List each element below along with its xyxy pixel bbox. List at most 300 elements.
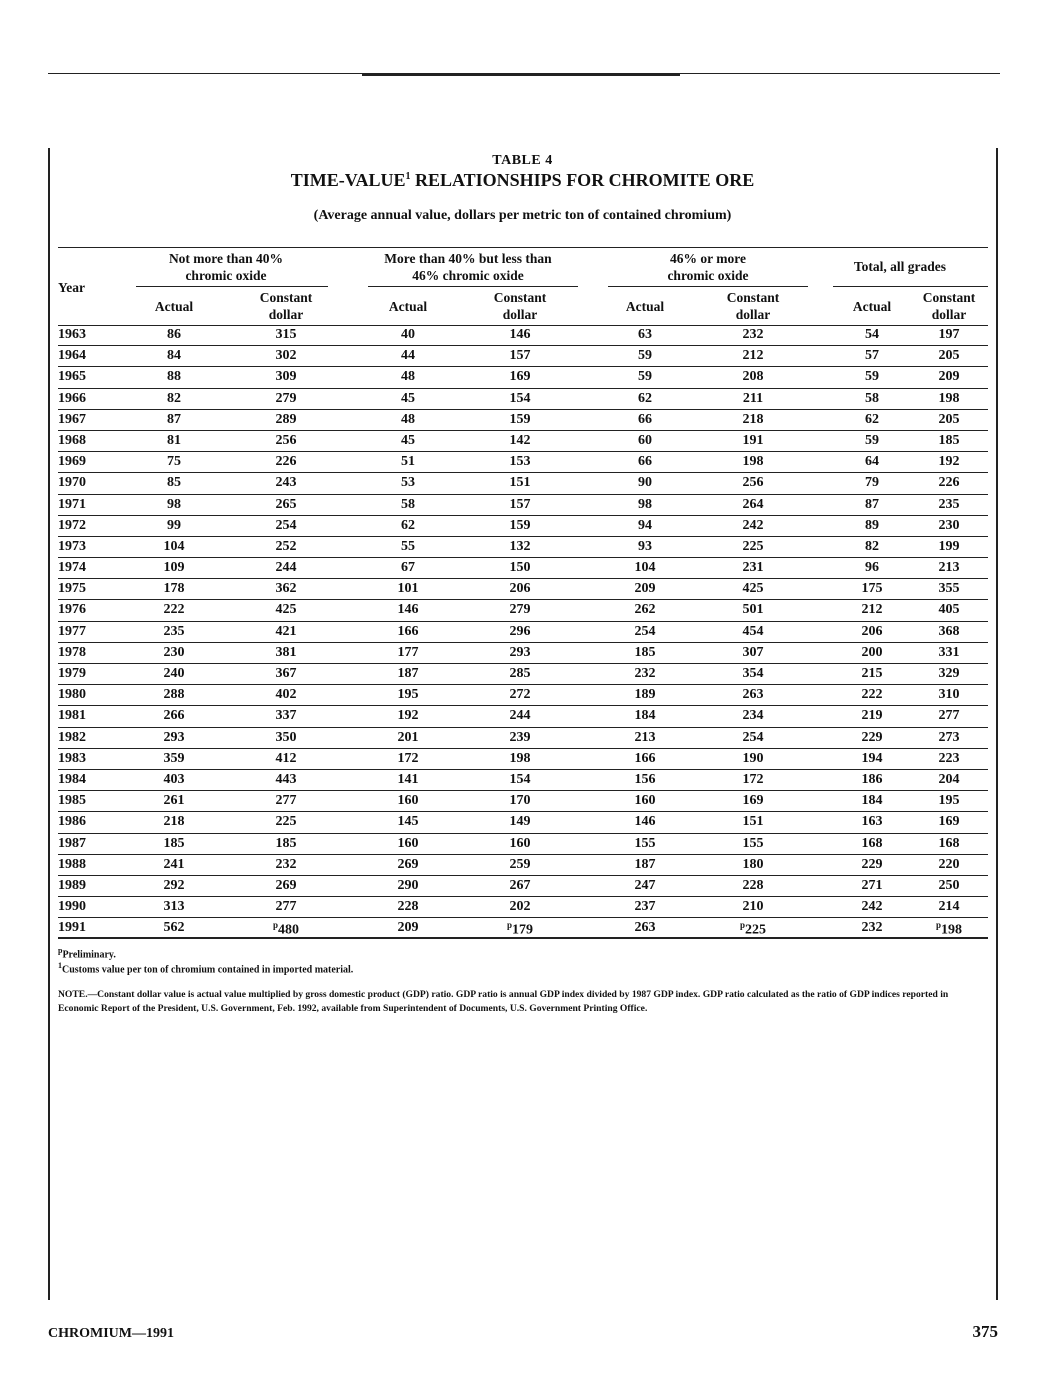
value-cell: 153	[509, 454, 531, 470]
value-cell: 310	[938, 687, 960, 703]
year-cell: 1969	[58, 454, 86, 470]
value-cell: 151	[742, 814, 764, 830]
value-cell: 232	[275, 856, 297, 872]
value-cell: 146	[634, 814, 656, 830]
value-cell: 89	[865, 517, 879, 533]
value-cell: 240	[163, 666, 185, 681]
col-header-actual-3: Actual	[625, 299, 665, 314]
col-header-constant-2-line2: dollar	[502, 307, 538, 322]
col-header-constant-3	[713, 289, 793, 323]
value-cell: 212	[861, 602, 883, 618]
value-cell: 186	[861, 771, 883, 787]
group-header-1-line2: chromic oxide	[185, 268, 267, 283]
year-cell: 1968	[58, 432, 86, 448]
value-cell: 263	[634, 920, 656, 936]
table-row	[58, 897, 988, 918]
value-cell: 289	[275, 411, 297, 427]
value-cell: 254	[275, 517, 297, 533]
footnote-customs	[58, 961, 353, 975]
table-title	[0, 170, 1045, 191]
table-row	[58, 812, 988, 833]
value-cell: 195	[938, 793, 960, 809]
value-cell: 197	[938, 327, 960, 342]
group-header-3-line2: chromic oxide	[667, 268, 749, 283]
table-header	[58, 247, 988, 326]
value-cell: 63	[638, 327, 652, 342]
value-cell: 82	[865, 538, 879, 554]
top-rule-accent	[362, 73, 680, 76]
value-cell: 62	[638, 390, 652, 406]
value-cell: 85	[167, 475, 181, 491]
value-cell: 202	[509, 899, 531, 915]
table-row	[58, 431, 988, 452]
value-cell: 215	[861, 666, 883, 681]
value-cell: 264	[742, 496, 764, 512]
year-cell: 1965	[58, 369, 86, 385]
table-row	[58, 600, 988, 621]
table-row	[58, 389, 988, 410]
table-row	[58, 664, 988, 685]
value-cell: 206	[861, 623, 883, 639]
value-cell: 212	[742, 348, 764, 364]
table-row	[58, 728, 988, 749]
group-header-1	[146, 250, 306, 284]
value-cell: 265	[275, 496, 297, 512]
value-cell: 231	[742, 560, 764, 576]
value-cell: 402	[275, 687, 297, 703]
value-cell: 190	[742, 750, 764, 766]
value-cell: 242	[861, 899, 883, 915]
value-cell: 191	[742, 432, 764, 448]
value-cell: 443	[275, 771, 297, 787]
value-cell: 59	[865, 369, 879, 385]
value-cell: 337	[275, 708, 297, 724]
group-header-4: Total, all grades	[853, 259, 947, 274]
value-cell: 55	[401, 538, 415, 554]
footnote-preliminary-text: Preliminary.	[62, 949, 116, 961]
table-row	[58, 643, 988, 664]
table-row	[58, 622, 988, 643]
year-cell: 1989	[58, 877, 86, 893]
value-cell: 45	[401, 432, 415, 448]
value-cell: 200	[861, 644, 883, 660]
table-row	[58, 537, 988, 558]
value-cell: 178	[163, 581, 185, 597]
table-row	[58, 325, 988, 346]
col-header-constant-3-line2: dollar	[735, 307, 771, 322]
value-cell: 159	[509, 411, 531, 427]
value-cell: 355	[938, 581, 960, 597]
value-cell: 412	[275, 750, 297, 766]
value-cell: 266	[163, 708, 185, 724]
value-cell: 141	[397, 771, 419, 787]
value-cell: 222	[163, 602, 185, 618]
value-cell: 104	[163, 538, 185, 554]
value-cell: 166	[397, 623, 419, 639]
group-3-underline	[608, 286, 808, 287]
value-cell: 244	[275, 560, 297, 576]
value-cell: 209	[634, 581, 656, 597]
value-cell: 67	[401, 560, 415, 576]
value-text: 225	[745, 922, 766, 938]
value-text: 480	[278, 922, 299, 938]
year-cell: 1978	[58, 644, 86, 660]
value-cell: 64	[865, 454, 879, 470]
value-cell: 198	[509, 750, 531, 766]
value-cell: 98	[638, 496, 652, 512]
value-cell: 53	[401, 475, 415, 491]
table-row	[58, 473, 988, 494]
value-cell: 232	[861, 920, 883, 936]
value-cell: 315	[275, 327, 297, 342]
value-cell: 252	[275, 538, 297, 554]
col-header-actual-1: Actual	[154, 299, 194, 314]
value-cell: 562	[163, 920, 185, 936]
preliminary-mark: p	[739, 920, 745, 931]
value-cell: 425	[742, 581, 764, 597]
table-row	[58, 516, 988, 537]
value-cell: 230	[163, 644, 185, 660]
value-cell: 302	[275, 348, 297, 364]
year-cell: 1990	[58, 899, 86, 915]
value-cell: 220	[938, 856, 960, 872]
group-header-2-line2: 46% chromic oxide	[412, 268, 524, 283]
value-cell: 307	[742, 644, 764, 660]
value-cell: 204	[938, 771, 960, 787]
value-cell: 195	[397, 687, 419, 703]
value-cell: 223	[938, 750, 960, 766]
footnote-preliminary-mark: p	[58, 946, 63, 955]
footnote-customs-text: Customs value per ton of chromium contained in imported material.	[62, 964, 354, 976]
value-cell: 222	[861, 687, 883, 703]
value-cell: 226	[275, 454, 297, 470]
value-cell: 66	[638, 411, 652, 427]
page-number: 375	[972, 1322, 998, 1341]
value-cell: 51	[401, 454, 415, 470]
year-cell: 1982	[58, 729, 86, 745]
value-cell: 285	[509, 666, 531, 681]
value-cell: 288	[163, 687, 185, 703]
group-header-2	[368, 250, 568, 284]
preliminary-mark: p	[935, 920, 941, 931]
value-cell: 149	[509, 814, 531, 830]
value-cell: 169	[509, 369, 531, 385]
value-cell: 160	[397, 793, 419, 809]
value-cell: 230	[938, 517, 960, 533]
value-cell	[919, 920, 979, 939]
value-cell: 159	[509, 517, 531, 533]
value-cell: 151	[509, 475, 531, 491]
value-cell: 146	[509, 327, 531, 342]
preliminary-mark: p	[272, 920, 278, 931]
value-cell: 155	[742, 835, 764, 851]
value-cell: 185	[163, 835, 185, 851]
value-cell: 219	[861, 708, 883, 724]
value-cell: 189	[634, 687, 656, 703]
value-cell: 205	[938, 411, 960, 427]
col-header-constant-1-line1: Constant	[259, 290, 313, 305]
value-text: 198	[941, 922, 962, 938]
value-cell: 234	[742, 708, 764, 724]
value-cell: 169	[742, 793, 764, 809]
col-header-constant-4-line2: dollar	[931, 307, 967, 322]
year-cell: 1987	[58, 835, 86, 851]
value-cell: 198	[938, 390, 960, 406]
year-cell: 1980	[58, 687, 86, 703]
value-cell: 263	[742, 687, 764, 703]
value-cell: 96	[865, 560, 879, 576]
year-cell: 1975	[58, 581, 86, 597]
value-cell: 205	[938, 348, 960, 364]
preliminary-mark: p	[506, 920, 512, 931]
table-subtitle: (Average annual value, dollars per metric ton of contained chromium)	[313, 208, 732, 223]
year-cell: 1977	[58, 623, 86, 639]
value-cell: 208	[742, 369, 764, 385]
footnote-customs-mark: 1	[58, 961, 62, 970]
value-cell: 86	[167, 327, 181, 342]
value-cell: 218	[742, 411, 764, 427]
year-cell: 1963	[58, 327, 86, 342]
value-cell: 198	[742, 454, 764, 470]
value-cell: 405	[938, 602, 960, 618]
value-cell: 160	[634, 793, 656, 809]
value-cell: 172	[742, 771, 764, 787]
value-cell: 235	[938, 496, 960, 512]
value-cell: 425	[275, 602, 297, 618]
value-cell: 180	[742, 856, 764, 872]
value-cell: 239	[509, 729, 531, 745]
table-row	[58, 452, 988, 473]
value-cell: 62	[401, 517, 415, 533]
value-cell: 228	[742, 877, 764, 893]
year-cell: 1988	[58, 856, 86, 872]
running-footer: CHROMIUM—1991	[48, 1326, 174, 1341]
value-cell: 98	[167, 496, 181, 512]
value-cell: 209	[938, 369, 960, 385]
value-cell: 156	[634, 771, 656, 787]
value-cell	[723, 920, 783, 939]
footnote-preliminary	[58, 946, 116, 960]
value-cell: 185	[275, 835, 297, 851]
value-cell	[490, 920, 550, 939]
value-cell: 160	[397, 835, 419, 851]
left-margin-rule	[48, 148, 50, 1300]
value-cell: 329	[938, 666, 960, 681]
value-cell: 48	[401, 369, 415, 385]
value-cell: 192	[397, 708, 419, 724]
value-cell: 211	[742, 390, 764, 406]
right-margin-rule	[996, 148, 998, 1300]
value-cell: 206	[509, 581, 531, 597]
table-row	[58, 495, 988, 516]
value-cell: 185	[634, 644, 656, 660]
value-cell: 290	[397, 877, 419, 893]
value-cell: 225	[275, 814, 297, 830]
value-cell: 75	[167, 454, 181, 470]
value-cell: 57	[865, 348, 879, 364]
value-cell: 44	[401, 348, 415, 364]
value-cell: 170	[509, 793, 531, 809]
group-header-1-line1: Not more than 40%	[168, 251, 284, 266]
value-cell: 45	[401, 390, 415, 406]
table-row	[58, 770, 988, 791]
value-cell: 199	[938, 538, 960, 554]
value-cell: 277	[275, 899, 297, 915]
value-cell: 296	[509, 623, 531, 639]
value-cell: 155	[634, 835, 656, 851]
table-row	[58, 918, 988, 939]
value-cell: 279	[509, 602, 531, 618]
col-header-constant-3-line1: Constant	[726, 290, 780, 305]
value-cell: 277	[938, 708, 960, 724]
table-row	[58, 346, 988, 367]
year-cell: 1972	[58, 517, 86, 533]
col-header-constant-1-line2: dollar	[268, 307, 304, 322]
table-row	[58, 367, 988, 388]
value-cell: 94	[638, 517, 652, 533]
year-cell: 1971	[58, 496, 86, 512]
value-cell: 381	[275, 644, 297, 660]
table-title-rest: RELATIONSHIPS FOR CHROMITE ORE	[410, 170, 755, 190]
value-cell: 262	[634, 602, 656, 618]
year-cell: 1976	[58, 602, 86, 618]
value-cell: 235	[163, 623, 185, 639]
value-cell: 256	[742, 475, 764, 491]
value-cell: 187	[634, 856, 656, 872]
value-cell: 132	[509, 538, 531, 554]
value-cell: 160	[509, 835, 531, 851]
value-cell: 250	[938, 877, 960, 893]
year-header: Year	[58, 280, 85, 295]
value-cell: 79	[865, 475, 879, 491]
table-row	[58, 834, 988, 855]
value-cell: 109	[163, 560, 185, 576]
value-cell: 58	[865, 390, 879, 406]
value-cell: 273	[938, 729, 960, 745]
value-cell	[256, 920, 316, 939]
value-cell: 184	[861, 793, 883, 809]
value-cell: 331	[938, 644, 960, 660]
value-cell: 226	[938, 475, 960, 491]
value-cell: 210	[742, 899, 764, 915]
value-cell: 269	[397, 856, 419, 872]
value-cell: 145	[397, 814, 419, 830]
value-cell: 40	[401, 327, 415, 342]
table-row	[58, 791, 988, 812]
table-row	[58, 706, 988, 727]
value-cell: 359	[163, 750, 185, 766]
value-cell: 175	[861, 581, 883, 597]
year-cell: 1986	[58, 814, 86, 830]
col-header-actual-4: Actual	[852, 299, 892, 314]
table-title-footnote-mark: 1	[405, 171, 411, 182]
table-row	[58, 855, 988, 876]
value-cell: 267	[509, 877, 531, 893]
value-cell: 293	[509, 644, 531, 660]
value-cell: 87	[865, 496, 879, 512]
value-cell: 168	[861, 835, 883, 851]
value-cell: 142	[509, 432, 531, 448]
value-cell: 168	[938, 835, 960, 851]
group-header-3	[618, 250, 798, 284]
value-cell: 101	[397, 581, 419, 597]
year-cell: 1983	[58, 750, 86, 766]
value-cell: 169	[938, 814, 960, 830]
table-body	[58, 325, 988, 939]
value-cell: 184	[634, 708, 656, 724]
table-title-main: TIME-VALUE	[290, 170, 406, 190]
value-cell: 232	[742, 327, 764, 342]
value-cell: 247	[634, 877, 656, 893]
value-cell: 166	[634, 750, 656, 766]
value-cell: 254	[742, 729, 764, 745]
value-cell: 59	[638, 348, 652, 364]
value-cell: 157	[509, 496, 531, 512]
value-cell: 157	[509, 348, 531, 364]
value-cell: 54	[865, 327, 879, 342]
year-cell: 1981	[58, 708, 86, 724]
value-cell: 244	[509, 708, 531, 724]
value-cell: 59	[638, 369, 652, 385]
group-4-underline	[833, 286, 988, 287]
value-cell: 194	[861, 750, 883, 766]
value-cell: 150	[509, 560, 531, 576]
value-cell: 367	[275, 666, 297, 681]
value-cell: 154	[509, 771, 531, 787]
year-cell: 1985	[58, 793, 86, 809]
year-cell: 1973	[58, 538, 86, 554]
value-cell: 421	[275, 623, 297, 639]
value-cell: 229	[861, 856, 883, 872]
value-cell: 66	[638, 454, 652, 470]
value-cell: 309	[275, 369, 297, 385]
value-cell: 163	[861, 814, 883, 830]
table-row	[58, 410, 988, 431]
year-cell: 1979	[58, 666, 86, 681]
value-cell: 368	[938, 623, 960, 639]
year-cell: 1967	[58, 411, 86, 427]
value-cell: 154	[509, 390, 531, 406]
value-cell: 232	[634, 666, 656, 681]
value-cell: 243	[275, 475, 297, 491]
value-cell: 403	[163, 771, 185, 787]
group-1-underline	[136, 286, 328, 287]
table-row	[58, 558, 988, 579]
value-cell: 272	[509, 687, 531, 703]
value-cell: 213	[938, 560, 960, 576]
value-cell: 229	[861, 729, 883, 745]
value-cell: 454	[742, 623, 764, 639]
group-header-3-line1: 46% or more	[670, 251, 746, 266]
value-cell: 192	[938, 454, 960, 470]
year-cell: 1991	[58, 920, 86, 936]
value-cell: 237	[634, 899, 656, 915]
value-cell: 87	[167, 411, 181, 427]
value-cell: 254	[634, 623, 656, 639]
value-cell: 256	[275, 432, 297, 448]
table-row	[58, 579, 988, 600]
table-note: NOTE.—Constant dollar value is actual value multiplied by gross domestic product (GDP) ratio. GDP ratio is annual GDP index divided by 1987 GDP index. GDP ratio calculated as the ratio of GDP indices reported in Economic Report of the President, U.S. Government, Feb. 1992, available from Superintendent of Documents, U.S. Government Printing Office.	[58, 989, 949, 1014]
value-cell: 242	[742, 517, 764, 533]
value-cell: 88	[167, 369, 181, 385]
value-cell: 313	[163, 899, 185, 915]
value-cell: 81	[167, 432, 181, 448]
value-cell: 214	[938, 899, 960, 915]
value-cell: 362	[275, 581, 297, 597]
table-number: TABLE 4	[492, 153, 553, 168]
col-header-constant-1	[246, 289, 326, 323]
value-cell: 293	[163, 729, 185, 745]
